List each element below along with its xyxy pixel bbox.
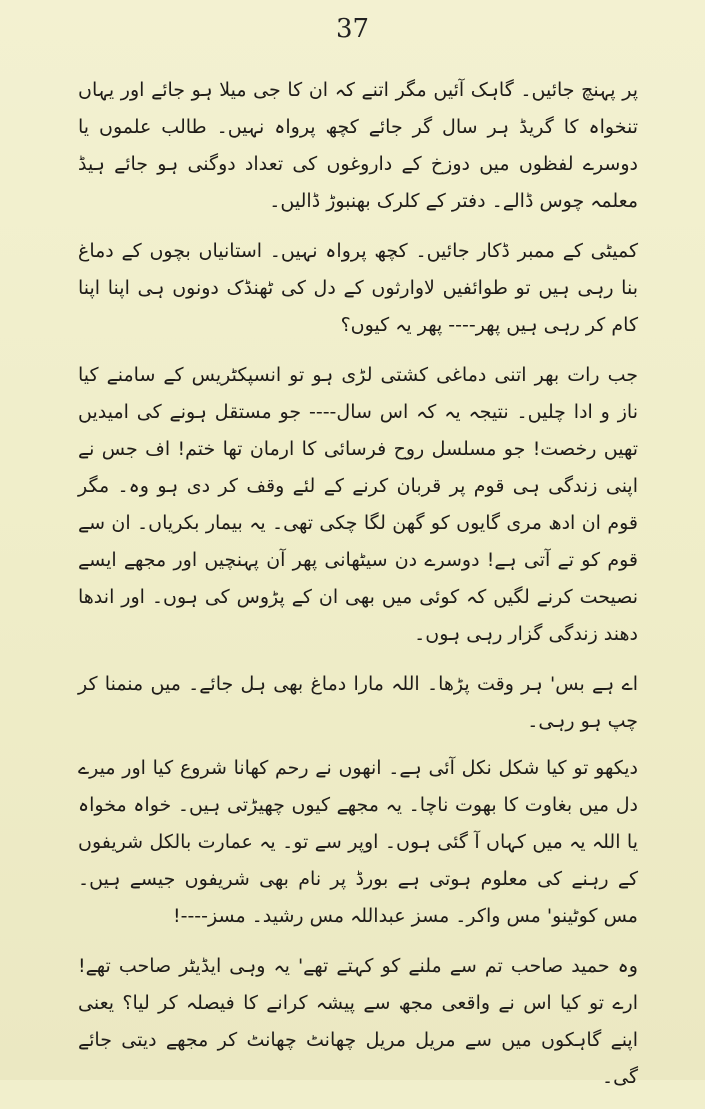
paragraph: اے ہے بس' ہر وقت پڑھا۔ اللہ مارا دماغ بھی ہل جائے۔ میں منمنا کر چپ ہو رہی۔ bbox=[78, 673, 638, 732]
paragraph: جب رات بھر اتنی دماغی کشتی لڑی ہو تو انسپکٹریس کے سامنے کیا ناز و ادا چلیں۔ نتیجہ یہ کہ اس سال---- جو مستقل ہونے کی امیدیں تھیں رخصت! جو مسلسل روح فرسائی کا ارمان تھا ختم! اف جس نے اپنی زندگی ہی قوم پر قربان کرنے کے لئے وقف کر دی ہو وہ۔ مگر قوم ان ادھ مری گایوں کو گھن لگا چکی تھی۔ یہ بیمار بکریاں۔ ان سے قوم کو تے آتی ہے! دوسرے دن سیٹھانی پھر آن پہنچیں اور مجھے ایسے نصیحت کرنے لگیں کہ کوئی میں بھی ان کے پڑوس کی ہوں۔ اور اندھا دھند زندگی گزار رہی ہوں۔ bbox=[78, 364, 638, 645]
page-body-text bbox=[78, 72, 638, 1109]
paragraph: وہ حمید صاحب تم سے ملنے کو کہتے تھے' یہ وہی ایڈیٹر صاحب تھے! ارے تو کیا اس نے واقعی مجھ سے پیشہ کرانے کا فیصلہ کر لیا؟ یعنی اپنے گاہکوں میں سے مریل مریل چھانٹ چھانٹ کر مجھے دیتی جائے گی۔ bbox=[78, 955, 638, 1088]
paragraph: کمیٹی کے ممبر ڈکار جائیں۔ کچھ پرواہ نہیں۔ استانیاں بچوں کے دماغ بنا رہی ہیں تو طوائفیں لاوارثوں کے دل کی ٹھنڈک دونوں ہی اپنا اپنا کام کر رہی ہیں پھر---- پھر یہ کیوں؟ bbox=[78, 240, 638, 336]
page-number: 37 bbox=[335, 14, 370, 44]
paragraph: پر پہنچ جائیں۔ گاہک آئیں مگر اتنے کہ ان کا جی میلا ہو جائے اور یہاں تنخواہ کا گریڈ ہر سال گر جائے کچھ پرواہ نہیں۔ طالب علموں یا دوسرے لفظوں میں دوزخ کے داروغوں کی تعداد دوگنی ہو جائے ہیڈ معلمہ چوس ڈالے۔ دفتر کے کلرک بھنبوڑ ڈالیں۔ bbox=[78, 79, 638, 212]
paragraph: دیکھو تو کیا شکل نکل آئی ہے۔ انھوں نے رحم کھانا شروع کیا اور میرے دل میں بغاوت کا بھوت ناچا۔ یہ مجھے کیوں چھیڑتی ہیں۔ خواہ مخواہ یا اللہ یہ میں کہاں آ گئی ہوں۔ اوپر سے تو۔ یہ عمارت بالکل شریفوں کے رہنے کی معلوم ہوتی ہے بورڈ پر نام بھی شریفوں جیسے ہیں۔ مس کوٹینو' مس واکر۔ مسز عبداللہ مس رشید۔ مسز----! bbox=[78, 757, 638, 927]
